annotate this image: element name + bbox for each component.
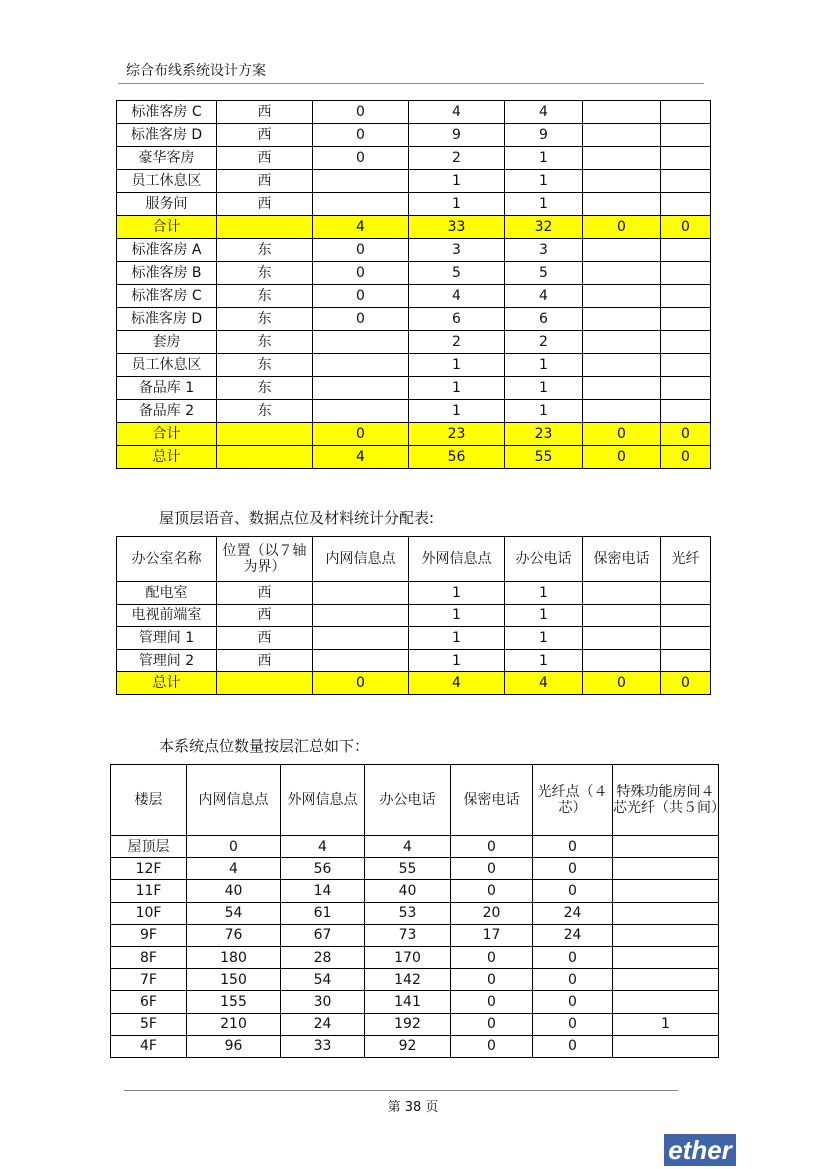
table-cell: 4 xyxy=(409,285,505,308)
table-cell: 0 xyxy=(313,124,409,147)
table-cell: 0 xyxy=(533,969,613,991)
table-cell xyxy=(583,582,661,605)
table-cell: 1 xyxy=(409,170,505,193)
table-cell xyxy=(217,423,313,446)
table-cell: 1 xyxy=(505,627,583,650)
table-cell: 30 xyxy=(281,991,365,1013)
table-cell: 28 xyxy=(281,946,365,968)
table-cell: 备品库 2 xyxy=(117,400,217,423)
table-cell: 1 xyxy=(505,377,583,400)
table-cell: 23 xyxy=(409,423,505,446)
table-row xyxy=(117,582,711,605)
table-cell: 1 xyxy=(505,193,583,216)
table-cell xyxy=(661,170,711,193)
table-cell: 40 xyxy=(365,880,451,902)
table-cell: 1 xyxy=(409,582,505,605)
table-row xyxy=(111,946,719,968)
table-cell: 2 xyxy=(505,331,583,354)
table-cell: 服务间 xyxy=(117,193,217,216)
table-row xyxy=(111,836,719,858)
table-cell: 标准客房 C xyxy=(117,101,217,124)
table-cell xyxy=(313,627,409,650)
table-cell: 员工休息区 xyxy=(117,354,217,377)
table-cell: 9F xyxy=(111,924,187,946)
table-cell: 170 xyxy=(365,946,451,968)
table-cell: 2 xyxy=(409,147,505,170)
table-cell xyxy=(661,627,711,650)
table-row xyxy=(117,649,711,672)
table-row xyxy=(117,239,711,262)
table-cell: 豪华客房 xyxy=(117,147,217,170)
table-cell: 总计 xyxy=(117,672,217,695)
table-row xyxy=(117,604,711,627)
table-cell: 备品库 1 xyxy=(117,377,217,400)
table-cell xyxy=(583,627,661,650)
table-cell: 员工休息区 xyxy=(117,170,217,193)
table-cell: 17 xyxy=(451,924,533,946)
table-cell: 0 xyxy=(313,262,409,285)
table-cell: 141 xyxy=(365,991,451,1013)
table-cell: 外网信息点 xyxy=(409,537,505,582)
table-row xyxy=(117,147,711,170)
header-divider xyxy=(118,83,704,84)
total-row xyxy=(117,446,711,469)
table-cell: 总计 xyxy=(117,446,217,469)
table-cell: 3 xyxy=(409,239,505,262)
table-cell xyxy=(313,354,409,377)
table-cell: 56 xyxy=(281,858,365,880)
table-cell: 0 xyxy=(583,216,661,239)
table-cell xyxy=(613,880,719,902)
table-cell: 1 xyxy=(505,354,583,377)
table-cell: 西 xyxy=(217,627,313,650)
table-cell: 1 xyxy=(505,147,583,170)
table-cell xyxy=(661,239,711,262)
table-cell xyxy=(661,604,711,627)
table-cell: 特殊功能房间４芯光纤（共５间） xyxy=(613,765,719,836)
table-cell xyxy=(661,193,711,216)
table-cell: 0 xyxy=(313,285,409,308)
table-cell: 0 xyxy=(533,946,613,968)
table-cell: 33 xyxy=(281,1035,365,1057)
table-cell xyxy=(661,582,711,605)
table-cell: 4 xyxy=(313,446,409,469)
table-cell: 1 xyxy=(409,627,505,650)
table-cell xyxy=(313,170,409,193)
summary-table-caption: 本系统点位数量按层汇总如下： xyxy=(159,737,370,755)
table-cell: 0 xyxy=(533,991,613,1013)
table-cell: 0 xyxy=(661,446,711,469)
table-cell: 外网信息点 xyxy=(281,765,365,836)
table-row xyxy=(117,377,711,400)
table-cell: 位置（以７轴为界） xyxy=(217,537,313,582)
table-cell: 东 xyxy=(217,308,313,331)
table-cell: 4 xyxy=(505,672,583,695)
table-cell: 西 xyxy=(217,170,313,193)
table-cell xyxy=(613,924,719,946)
table-cell: 24 xyxy=(281,1013,365,1035)
table-cell: 合计 xyxy=(117,423,217,446)
table-cell: 东 xyxy=(217,331,313,354)
table-cell: 4 xyxy=(409,672,505,695)
table-cell: 180 xyxy=(187,946,281,968)
table-cell xyxy=(661,377,711,400)
table-cell: 0 xyxy=(313,147,409,170)
table-cell xyxy=(313,649,409,672)
table-cell xyxy=(583,262,661,285)
table-cell: 14 xyxy=(281,880,365,902)
table-cell: 92 xyxy=(365,1035,451,1057)
table-cell: 4 xyxy=(313,216,409,239)
table-cell xyxy=(583,193,661,216)
table-cell: 9 xyxy=(505,124,583,147)
table-cell: 光纤 xyxy=(661,537,711,582)
table-cell: 东 xyxy=(217,285,313,308)
table-cell: 4 xyxy=(505,285,583,308)
table-cell: 7F xyxy=(111,969,187,991)
table-cell xyxy=(661,101,711,124)
table-cell: 管理间 1 xyxy=(117,627,217,650)
table-row xyxy=(111,969,719,991)
table-cell: 标准客房 D xyxy=(117,308,217,331)
table-cell: 西 xyxy=(217,101,313,124)
table-cell: 8F xyxy=(111,946,187,968)
table-cell xyxy=(661,308,711,331)
rooftop-points-table xyxy=(116,536,711,695)
table-cell: 55 xyxy=(505,446,583,469)
table-row xyxy=(117,308,711,331)
table-cell: 1 xyxy=(505,170,583,193)
table-row xyxy=(111,858,719,880)
table-cell: 0 xyxy=(451,1035,533,1057)
table-cell xyxy=(313,582,409,605)
table-cell: 210 xyxy=(187,1013,281,1035)
table-cell: 9 xyxy=(409,124,505,147)
table-cell xyxy=(583,101,661,124)
table-cell: 4 xyxy=(365,836,451,858)
table-cell: 0 xyxy=(533,880,613,902)
table-cell: 1 xyxy=(409,377,505,400)
table-cell xyxy=(217,672,313,695)
table-cell: 0 xyxy=(451,969,533,991)
table-cell xyxy=(613,946,719,968)
table-cell xyxy=(217,446,313,469)
table-cell: 1 xyxy=(505,582,583,605)
table-cell xyxy=(583,147,661,170)
table-cell: 6 xyxy=(505,308,583,331)
table-cell xyxy=(583,377,661,400)
table-cell xyxy=(613,858,719,880)
table-cell: 东 xyxy=(217,239,313,262)
table-cell: 3 xyxy=(505,239,583,262)
table-cell xyxy=(583,400,661,423)
table-cell xyxy=(583,170,661,193)
table-cell xyxy=(613,902,719,924)
table-row xyxy=(117,262,711,285)
table-cell: 56 xyxy=(409,446,505,469)
page-number: 第 38 页 xyxy=(387,1100,439,1115)
table-cell: 5F xyxy=(111,1013,187,1035)
rooftop-table-caption: 屋顶层语音、数据点位及材料统计分配表: xyxy=(159,509,435,527)
table-cell: 96 xyxy=(187,1035,281,1057)
table-row xyxy=(117,101,711,124)
table-cell: 0 xyxy=(313,239,409,262)
table-cell xyxy=(661,354,711,377)
table-cell: 套房 xyxy=(117,331,217,354)
table-cell xyxy=(313,193,409,216)
total-row xyxy=(117,672,711,695)
table-row xyxy=(111,1035,719,1057)
table-cell: 155 xyxy=(187,991,281,1013)
floor-points-table-continued xyxy=(116,100,711,469)
floor-summary-table xyxy=(110,764,725,1058)
table-cell: 0 xyxy=(451,1013,533,1035)
table-cell: 标准客房 B xyxy=(117,262,217,285)
table-cell: 12F xyxy=(111,858,187,880)
table-cell: 5 xyxy=(409,262,505,285)
table-cell: 1 xyxy=(505,649,583,672)
table-cell xyxy=(313,331,409,354)
table-cell: 西 xyxy=(217,649,313,672)
table-cell: 67 xyxy=(281,924,365,946)
table-row xyxy=(111,880,719,902)
table-cell xyxy=(661,124,711,147)
table-cell: 0 xyxy=(583,446,661,469)
table-cell: 61 xyxy=(281,902,365,924)
table-cell: 1 xyxy=(409,649,505,672)
table-cell xyxy=(313,377,409,400)
table-row xyxy=(117,193,711,216)
table-cell: 4 xyxy=(505,101,583,124)
table-cell: 西 xyxy=(217,604,313,627)
table-row xyxy=(117,170,711,193)
table-cell: 53 xyxy=(365,902,451,924)
table-cell: 0 xyxy=(661,216,711,239)
table-cell: 23 xyxy=(505,423,583,446)
table-cell: 标准客房 A xyxy=(117,239,217,262)
table-cell: 楼层 xyxy=(111,765,187,836)
table-cell: 1 xyxy=(613,1013,719,1035)
table-cell xyxy=(583,649,661,672)
table-cell xyxy=(583,124,661,147)
table-row xyxy=(111,1013,719,1035)
table-row xyxy=(111,902,719,924)
table-cell: 54 xyxy=(281,969,365,991)
table-cell: 6F xyxy=(111,991,187,1013)
table-cell: 办公电话 xyxy=(365,765,451,836)
page-header-title: 综合布线系统设计方案 xyxy=(126,63,266,79)
table-cell: 10F xyxy=(111,902,187,924)
table-cell: 光纤点（４芯） xyxy=(533,765,613,836)
table-cell: 西 xyxy=(217,582,313,605)
table-cell: 0 xyxy=(187,836,281,858)
table-cell: 4F xyxy=(111,1035,187,1057)
table-cell: 0 xyxy=(533,836,613,858)
table-cell: 1 xyxy=(409,400,505,423)
table-cell xyxy=(661,147,711,170)
table-cell: 1 xyxy=(409,193,505,216)
table-cell xyxy=(583,308,661,331)
table-cell xyxy=(613,991,719,1013)
table-cell xyxy=(661,262,711,285)
table-cell: 24 xyxy=(533,902,613,924)
table-cell xyxy=(313,400,409,423)
table-cell: 西 xyxy=(217,193,313,216)
table-cell xyxy=(613,836,719,858)
table-cell: 0 xyxy=(313,423,409,446)
table-cell: 192 xyxy=(365,1013,451,1035)
table-cell: 4 xyxy=(281,836,365,858)
table-cell: 1 xyxy=(505,400,583,423)
table-cell: 73 xyxy=(365,924,451,946)
table-cell: 西 xyxy=(217,147,313,170)
table-cell: 76 xyxy=(187,924,281,946)
footer-divider xyxy=(124,1090,678,1091)
table-cell: 11F xyxy=(111,880,187,902)
table-cell xyxy=(583,331,661,354)
table-cell: 屋顶层 xyxy=(111,836,187,858)
table-header-row xyxy=(111,765,719,836)
table-cell xyxy=(583,239,661,262)
table-cell: 标准客房 D xyxy=(117,124,217,147)
table-cell xyxy=(661,331,711,354)
table-row xyxy=(117,354,711,377)
table-cell: 1 xyxy=(409,604,505,627)
table-cell: 0 xyxy=(533,1013,613,1035)
table-cell: 0 xyxy=(451,946,533,968)
table-cell: 0 xyxy=(313,101,409,124)
table-cell: 4 xyxy=(409,101,505,124)
table-cell xyxy=(613,969,719,991)
table-cell: 配电室 xyxy=(117,582,217,605)
table-cell: 0 xyxy=(313,308,409,331)
table-cell: 0 xyxy=(583,423,661,446)
table-cell: 0 xyxy=(661,423,711,446)
table-cell: 0 xyxy=(451,858,533,880)
table-cell: 办公电话 xyxy=(505,537,583,582)
table-cell: 1 xyxy=(409,354,505,377)
table-cell: 东 xyxy=(217,400,313,423)
table-cell: 32 xyxy=(505,216,583,239)
table-cell: 1 xyxy=(505,604,583,627)
table-cell xyxy=(661,285,711,308)
table-cell: 东 xyxy=(217,354,313,377)
table-cell: 142 xyxy=(365,969,451,991)
table-cell: 东 xyxy=(217,262,313,285)
table-cell: 西 xyxy=(217,124,313,147)
table-cell: 0 xyxy=(451,991,533,1013)
table-cell: 2 xyxy=(409,331,505,354)
table-cell: 33 xyxy=(409,216,505,239)
table-cell: 0 xyxy=(533,1035,613,1057)
table-cell: 54 xyxy=(187,902,281,924)
table-cell: 合计 xyxy=(117,216,217,239)
table-row xyxy=(117,627,711,650)
table-cell xyxy=(313,604,409,627)
table-row xyxy=(111,924,719,946)
table-cell: 电视前端室 xyxy=(117,604,217,627)
table-cell xyxy=(613,1035,719,1057)
table-cell xyxy=(583,354,661,377)
table-cell xyxy=(583,604,661,627)
table-cell: 4 xyxy=(187,858,281,880)
table-cell: 内网信息点 xyxy=(313,537,409,582)
table-cell: 0 xyxy=(451,836,533,858)
table-cell: 东 xyxy=(217,377,313,400)
table-cell: 0 xyxy=(533,858,613,880)
table-row xyxy=(117,331,711,354)
table-cell: 保密电话 xyxy=(451,765,533,836)
table-cell: 6 xyxy=(409,308,505,331)
table-row xyxy=(117,124,711,147)
table-cell xyxy=(661,400,711,423)
total-row xyxy=(117,216,711,239)
table-cell xyxy=(217,216,313,239)
table-cell: 20 xyxy=(451,902,533,924)
table-cell: 0 xyxy=(451,880,533,902)
table-cell: 0 xyxy=(583,672,661,695)
table-row xyxy=(117,400,711,423)
table-cell: 55 xyxy=(365,858,451,880)
table-cell: 150 xyxy=(187,969,281,991)
table-row xyxy=(117,285,711,308)
table-cell: 管理间 2 xyxy=(117,649,217,672)
table-header-row xyxy=(117,537,711,582)
table-cell: 0 xyxy=(313,672,409,695)
table-cell xyxy=(583,285,661,308)
table-cell: 标准客房 C xyxy=(117,285,217,308)
table-cell: 5 xyxy=(505,262,583,285)
table-cell xyxy=(661,649,711,672)
table-cell: 办公室名称 xyxy=(117,537,217,582)
table-cell: 24 xyxy=(533,924,613,946)
table-cell: 保密电话 xyxy=(583,537,661,582)
table-cell: 40 xyxy=(187,880,281,902)
total-row xyxy=(117,423,711,446)
table-cell: 内网信息点 xyxy=(187,765,281,836)
ether-logo: ether xyxy=(664,1134,736,1166)
table-cell: 0 xyxy=(661,672,711,695)
table-row xyxy=(111,991,719,1013)
